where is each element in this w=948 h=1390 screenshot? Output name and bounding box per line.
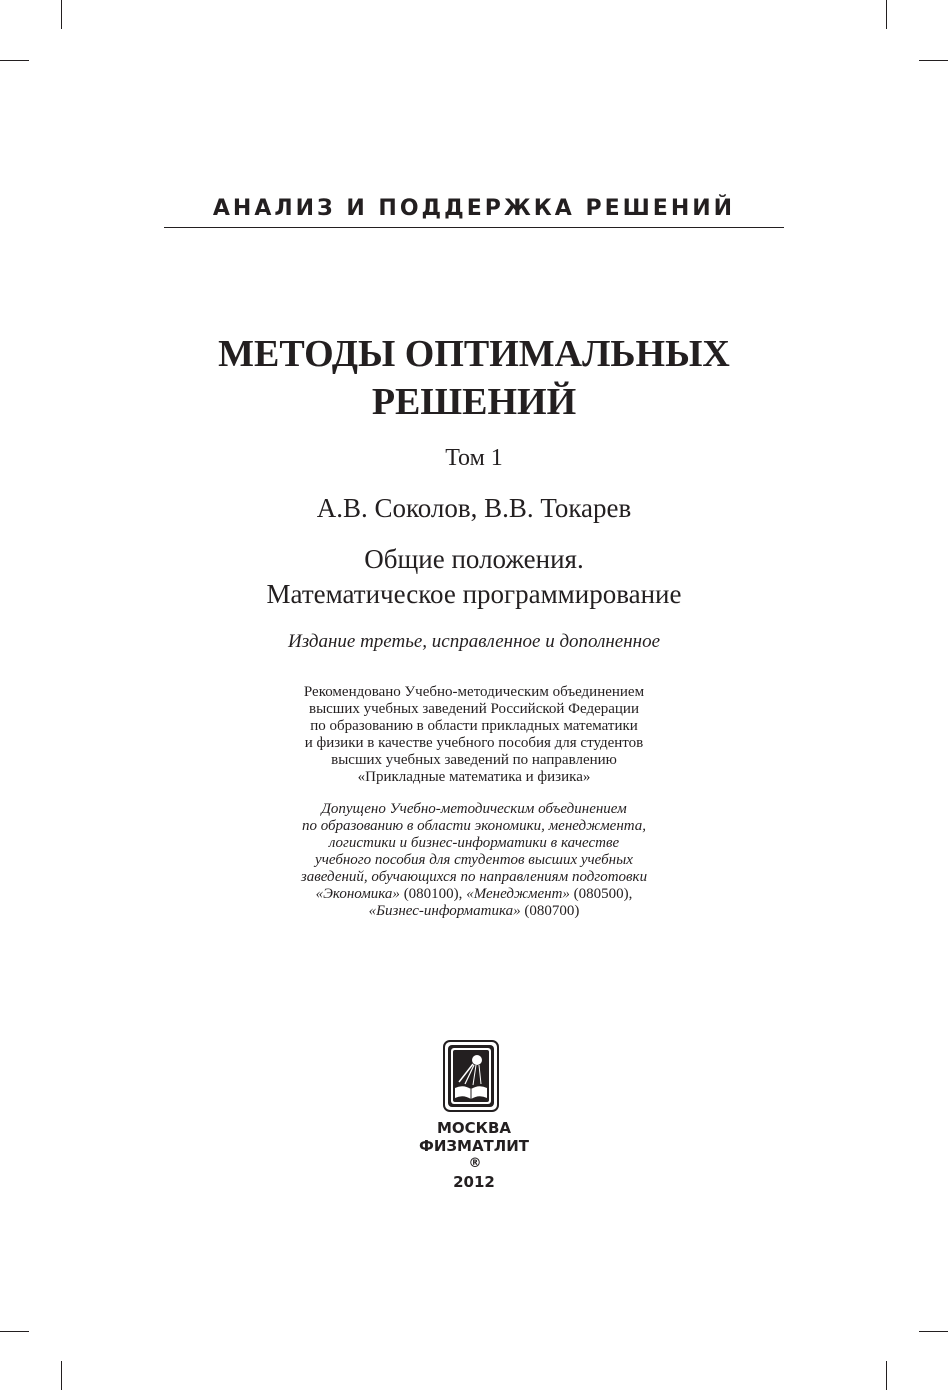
- stamp-line: логистики и бизнес-информатики в качестве: [328, 835, 620, 851]
- program-name: «Менеджмент»: [466, 886, 570, 902]
- stamp-line: высших учебных заведений по направлению: [331, 752, 617, 768]
- crop-mark: [61, 0, 62, 29]
- publication-year: 2012: [453, 1173, 495, 1191]
- crop-mark: [0, 60, 29, 61]
- subtitle: [0, 542, 948, 612]
- series-title: АНАЛИЗ И ПОДДЕРЖКА РЕШЕНИЙ: [212, 196, 736, 221]
- subtitle-line: Математическое программирование: [266, 579, 682, 609]
- crop-mark: [61, 1361, 62, 1390]
- authors: А.В. Соколов, В.В. Токарев: [316, 493, 632, 523]
- book-title-line: РЕШЕНИЙ: [371, 381, 577, 423]
- program-code: (080700): [520, 903, 580, 919]
- publisher-imprint: [374, 1119, 574, 1191]
- publisher-name: ФИЗМАТЛИТ: [418, 1137, 530, 1155]
- stamp-line: Допущено Учебно-методическим объединением: [321, 801, 627, 817]
- publisher-logo: [443, 1040, 499, 1112]
- program-code: (080500),: [569, 886, 633, 902]
- publisher-city: МОСКВА: [437, 1119, 511, 1137]
- crop-mark: [886, 0, 887, 29]
- program-code: (080100),: [399, 886, 467, 902]
- stamp-line: заведений, обучающихся по направлениям подготовки: [300, 869, 648, 885]
- book-title-line: МЕТОДЫ ОПТИМАЛЬНЫХ: [218, 333, 730, 375]
- stamp-line: высших учебных заведений Российской Федерации: [308, 701, 639, 717]
- publisher-name-line: [374, 1137, 574, 1173]
- stamp-line: по образованию в области экономики, менеджмента,: [301, 818, 647, 834]
- approval-stamp: [230, 801, 718, 920]
- stamp-line: [230, 886, 718, 903]
- program-name: «Бизнес-информатика»: [368, 903, 521, 919]
- crop-mark: [919, 1331, 948, 1332]
- stamp-line: и физики в качестве учебного пособия для студентов: [304, 735, 644, 751]
- stamp-line: Рекомендовано Учебно-методическим объединением: [303, 684, 645, 700]
- program-name: «Экономика»: [315, 886, 400, 902]
- edition-note: Издание третье, исправленное и дополненное: [287, 631, 661, 652]
- stamp-line: учебного пособия для студентов высших учебных: [315, 852, 633, 868]
- registered-mark: ®: [468, 1156, 482, 1171]
- series-divider: [164, 227, 784, 228]
- stamp-line: [230, 903, 718, 920]
- subtitle-line: Общие положения.: [364, 544, 584, 574]
- stamp-line: «Прикладные математика и физика»: [357, 769, 591, 785]
- volume-number: Том 1: [445, 445, 503, 471]
- crop-mark: [886, 1361, 887, 1390]
- stamp-line: по образованию в области прикладных математики: [310, 718, 638, 734]
- book-title: [100, 330, 848, 426]
- crop-mark: [919, 60, 948, 61]
- crop-mark: [0, 1331, 29, 1332]
- recommendation-stamp: [230, 684, 718, 786]
